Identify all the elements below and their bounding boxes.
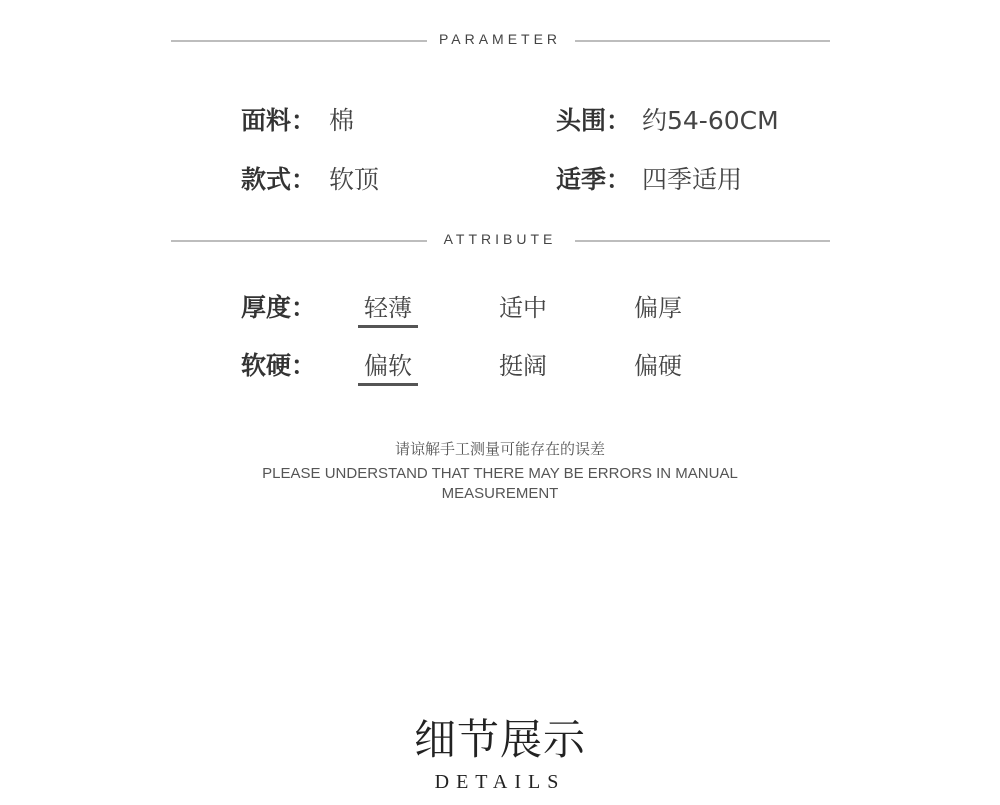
param-season-label: 适季： [556, 165, 632, 194]
param-style-value: 软顶 [329, 165, 380, 194]
divider-right [575, 240, 830, 242]
measurement-note-cn: 请谅解手工测量可能存在的误差 [394, 440, 605, 458]
details-title: 细节展示 [413, 715, 586, 764]
param-fabric-value: 棉 [329, 106, 355, 135]
softness-option-soft: 偏软 [358, 346, 418, 381]
softness-option-firm: 挺阔 [499, 352, 547, 380]
section-attribute-heading: ATTRIBUTE [443, 231, 557, 247]
measurement-note-en-line2: MEASUREMENT [441, 485, 559, 502]
thickness-option-thin: 轻薄 [358, 288, 418, 323]
measurement-note-en-line1: PLEASE UNDERSTAND THAT THERE MAY BE ERRORS IN MANUAL [262, 465, 738, 482]
attr-softness-label: 软硬： [241, 351, 317, 380]
param-season-value: 四季适用 [642, 165, 743, 194]
param-fabric-label: 面料： [241, 106, 317, 135]
details-subtitle: DETAILS [434, 771, 566, 793]
attr-thickness-label: 厚度： [241, 293, 317, 322]
softness-option-stiff: 偏硬 [634, 352, 682, 380]
divider-right [575, 40, 830, 42]
thickness-option-thick: 偏厚 [634, 294, 682, 322]
thickness-option-medium: 适中 [499, 294, 547, 322]
param-head-circumference-label: 头围： [556, 106, 632, 135]
param-style-label: 款式： [241, 165, 317, 194]
param-head-circumference-value: 约54-60CM [642, 106, 779, 135]
section-parameter-heading: PARAMETER [438, 31, 562, 47]
